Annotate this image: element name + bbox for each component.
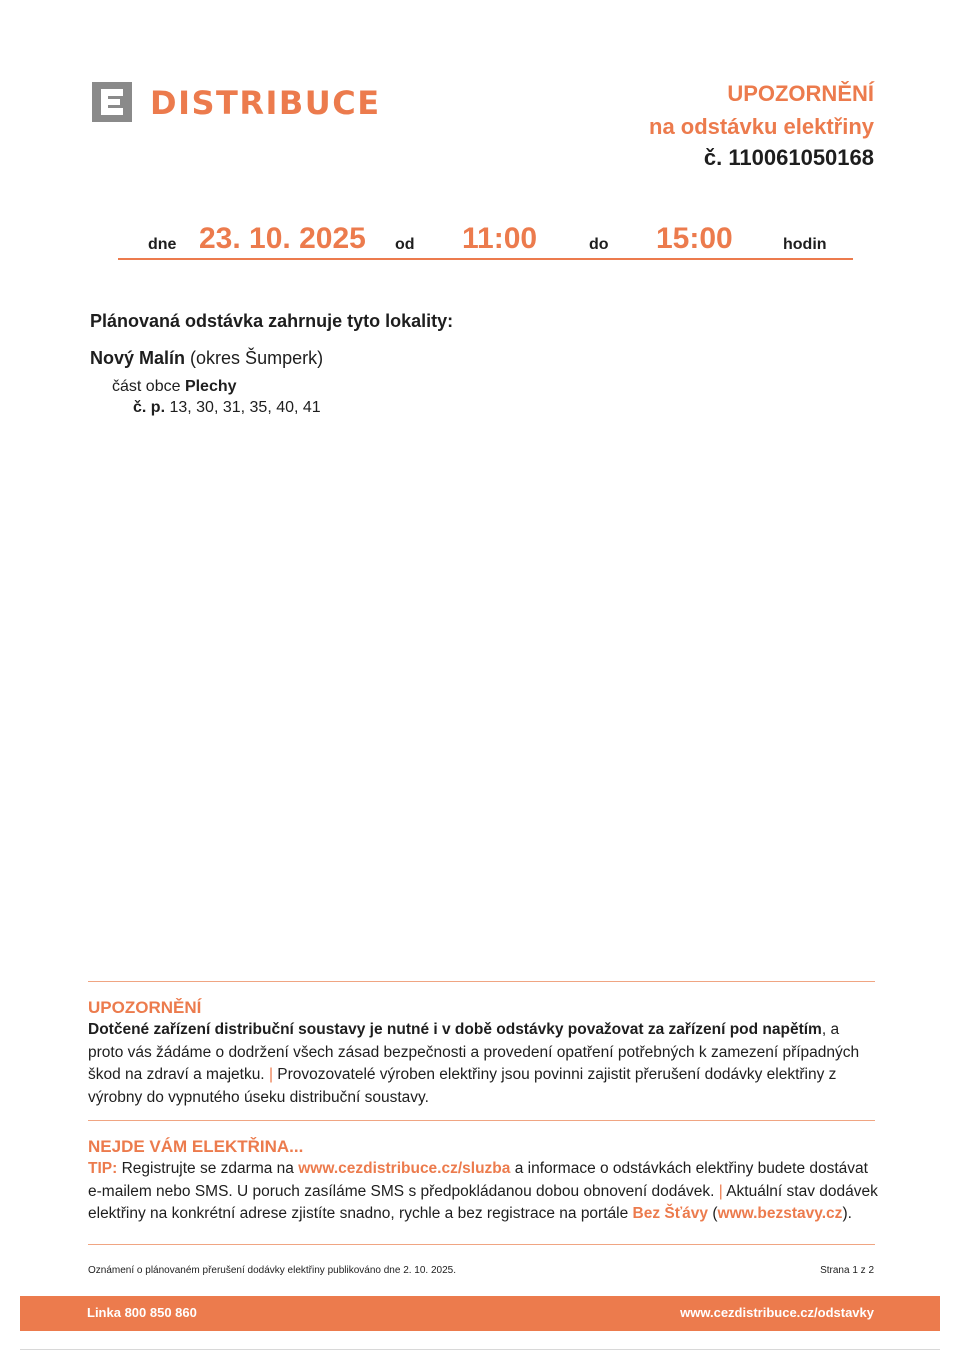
town-district: (okres Šumperk) [190, 348, 324, 368]
warning-text-1: , a proto vás žádáme o dodržení všech zásad bezpečnosti a provedení opatření potřebných k zamezení případných škod na zdraví a majetku. [88, 1021, 860, 1083]
nopower-text-2: a informace o odstávkách elektřiny budete dostávat e-mailem nebo SMS. U poruch zasíláme SMS s předpokládanou dobou obnovení dodávek. [88, 1160, 868, 1200]
hours-label: hodin [783, 236, 827, 253]
outage-start-time: 11:00 [462, 222, 538, 255]
warning-title: UPOZORNĚNÍ [88, 998, 202, 1017]
location-house-numbers [133, 399, 321, 417]
part-name: Plechy [184, 378, 237, 395]
paren-close: ). [842, 1205, 852, 1222]
warning-bold-text: Dotčené zařízení distribuční soustavy je nutné i v době odstávky považovat za zařízení pod napětím [88, 1021, 822, 1038]
logo-wordmark: DISTRIBUCE [150, 84, 381, 122]
date-label: dne [148, 236, 177, 253]
location-part [112, 378, 237, 396]
outages-url[interactable]: www.cezdistribuce.cz/odstavky [680, 1305, 874, 1320]
nopower-title: NEJDE VÁM ELEKTŘINA... [88, 1137, 304, 1156]
nopower-text-3: Aktuální stav dodávek elektřiny na konkrétní adrese zjistíte snadno, rychle a bez registrace na portále [88, 1182, 878, 1222]
divider [88, 1244, 875, 1245]
warning-text [88, 1019, 878, 1109]
from-label: od [395, 236, 415, 253]
town-name: Nový Malín [90, 348, 186, 368]
nopower-text [88, 1158, 878, 1226]
house-numbers-label: č. p. [133, 399, 166, 416]
notice-subtitle: na odstávku elektřiny [649, 114, 874, 139]
outage-date: 23. 10. 2025 [199, 222, 366, 255]
hotline: Linka 800 850 860 [87, 1305, 197, 1320]
part-label: část obce [112, 378, 181, 395]
divider [88, 1120, 875, 1121]
registration-link[interactable]: www.cezdistribuce.cz/sluzba [298, 1160, 511, 1177]
notice-title: UPOZORNĚNÍ [727, 81, 874, 106]
schedule-underline [118, 258, 853, 260]
location-town [90, 348, 323, 369]
locations-heading: Plánovaná odstávka zahrnuje tyto lokality: [90, 311, 454, 331]
tip-label: TIP: [88, 1160, 118, 1177]
notice-number: č. 110061050168 [703, 145, 874, 170]
divider [88, 981, 875, 982]
portal-name: Bez Šťávy [632, 1205, 709, 1222]
publication-note: Oznámení o plánovaném přerušení dodávky elektřiny publikováno dne 2. 10. 2025. [88, 1265, 457, 1276]
warning-text-2: Provozovatelé výroben elektřiny jsou povinni zajistit přerušení dodávky elektřiny z výrobny do vypnutého úseku distribuční soustavy. [88, 1066, 837, 1106]
cez-logo-icon [92, 82, 132, 122]
bottom-line [20, 1349, 940, 1350]
house-numbers: 13, 30, 31, 35, 40, 41 [169, 399, 321, 416]
nopower-text-1: Registrujte se zdarma na [121, 1160, 294, 1177]
separator: | [268, 1066, 273, 1083]
to-label: do [589, 236, 609, 253]
separator: | [718, 1182, 723, 1200]
page-number: Strana 1 z 2 [820, 1265, 874, 1276]
paren-open: ( [712, 1205, 718, 1222]
outage-end-time: 15:00 [656, 222, 733, 255]
bezstavy-link[interactable]: www.bezstavy.cz [717, 1205, 843, 1222]
